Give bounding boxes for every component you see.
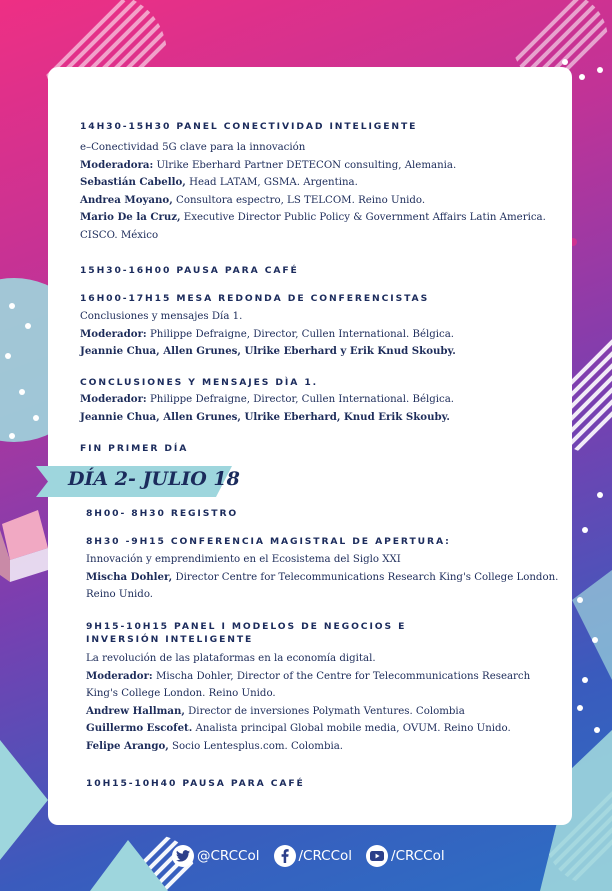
- speaker-line: Reino Unido.: [86, 589, 154, 601]
- speaker-line: Jeannie Chua, Allen Grunes, Ulrike Eberhard, Knud Erik Skouby.: [80, 410, 450, 423]
- session-mesa-redonda: [80, 292, 550, 361]
- session-heading: 14H30-15H30 PANEL CONECTIVIDAD INTELIGENTE: [80, 121, 418, 132]
- social-footer: [172, 842, 459, 870]
- day-2-banner: [36, 466, 240, 497]
- session-heading: 16H00-17H15 MESA REDONDA DE CONFERENCISTAS: [80, 293, 430, 304]
- session-fin-dia: [80, 442, 550, 455]
- session-heading: FIN PRIMER DÍA: [80, 443, 189, 454]
- session-heading: 15H30-16H00 PAUSA PARA CAFÉ: [80, 265, 299, 276]
- session-topic: Conclusiones y mensajes Día 1.: [80, 311, 243, 322]
- speaker-line: Mario De la Cruz, Executive Director Public Policy & Government Affairs Latin America.: [80, 211, 546, 224]
- speaker-line: Andrew Hallman, Director de inversiones Polymath Ventures. Colombia: [86, 704, 465, 717]
- speaker-line: Jeannie Chua, Allen Grunes, Ulrike Eberhard y Erik Knud Skouby.: [80, 345, 456, 358]
- session-heading: 10H15-10H40 PAUSA PARA CAFÉ: [86, 778, 305, 789]
- teal-shape-right: [572, 570, 612, 680]
- speaker-line: Felipe Arango, Socio Lentesplus.com. Colombia.: [86, 739, 344, 752]
- session-topic: La revolución de las plataformas en la economía digital.: [86, 653, 376, 664]
- speaker-line: Andrea Moyano, Consultora espectro, LS TELCOM. Reino Unido.: [80, 193, 426, 206]
- twitter-handle: @CRCCol: [197, 848, 260, 864]
- session-conferencia-magistral: [86, 535, 559, 604]
- speaker-line: Guillermo Escofet. Analista principal Global mobile media, OVUM. Reino Unido.: [86, 722, 511, 735]
- speaker-line: Moderador: Philippe Defraigne, Director, Cullen International. Bélgica.: [80, 327, 455, 340]
- speaker-line: Sebastián Cabello, Head LATAM, GSMA. Argentina.: [80, 176, 358, 189]
- session-panel-conectividad: [80, 120, 550, 245]
- session-topic: Innovación y emprendimiento en el Ecosistema del Siglo XXI: [86, 554, 401, 565]
- session-heading: 8H00- 8H30 REGISTRO: [86, 508, 239, 519]
- pink-cube: [0, 510, 48, 582]
- speaker-line: Mischa Dohler, Director Centre for Telecommunications Research King's College London.: [86, 570, 559, 583]
- speaker-line: King's College London. Reino Unido.: [86, 688, 276, 700]
- session-heading: CONCLUSIONES Y MENSAJES DÌA 1.: [80, 377, 319, 388]
- session-heading: 8H30 -9H15 CONFERENCIA MAGISTRAL DE APERTURA:: [86, 536, 451, 547]
- twitter-link[interactable]: [172, 845, 260, 867]
- facebook-handle: /CRCCol: [298, 848, 353, 864]
- session-registro: [86, 507, 556, 520]
- speaker-line: Moderador: Mischa Dohler, Director of the Centre for Telecommunications Research: [86, 669, 531, 682]
- session-pausa-1: [80, 264, 550, 277]
- session-conclusiones: [80, 376, 550, 426]
- facebook-icon: [274, 845, 296, 867]
- speaker-line: CISCO. México: [80, 229, 159, 241]
- session-heading-cont: INVERSIÓN INTELIGENTE: [86, 634, 254, 645]
- youtube-link[interactable]: [366, 845, 445, 867]
- session-panel-modelos-negocios: [86, 620, 556, 756]
- session-topic: e–Conectividad 5G clave para la innovación: [80, 142, 306, 153]
- youtube-handle: /CRCCol: [391, 848, 445, 864]
- day-2-title: DÍA 2- JULIO 18: [68, 468, 240, 490]
- teal-triangle-left: [0, 740, 48, 860]
- twitter-icon: [172, 845, 194, 867]
- session-heading: 9H15-10H15 PANEL I MODELOS DE NEGOCIOS E: [86, 621, 407, 632]
- youtube-icon: [366, 845, 388, 867]
- facebook-link[interactable]: [274, 845, 353, 867]
- speaker-line: Moderadora: Ulrike Eberhard Partner DETECON consulting, Alemania.: [80, 158, 457, 171]
- speaker-line: Moderador: Philippe Defraigne, Director, Cullen International. Bélgica.: [80, 393, 455, 405]
- session-pausa-2: [86, 777, 556, 790]
